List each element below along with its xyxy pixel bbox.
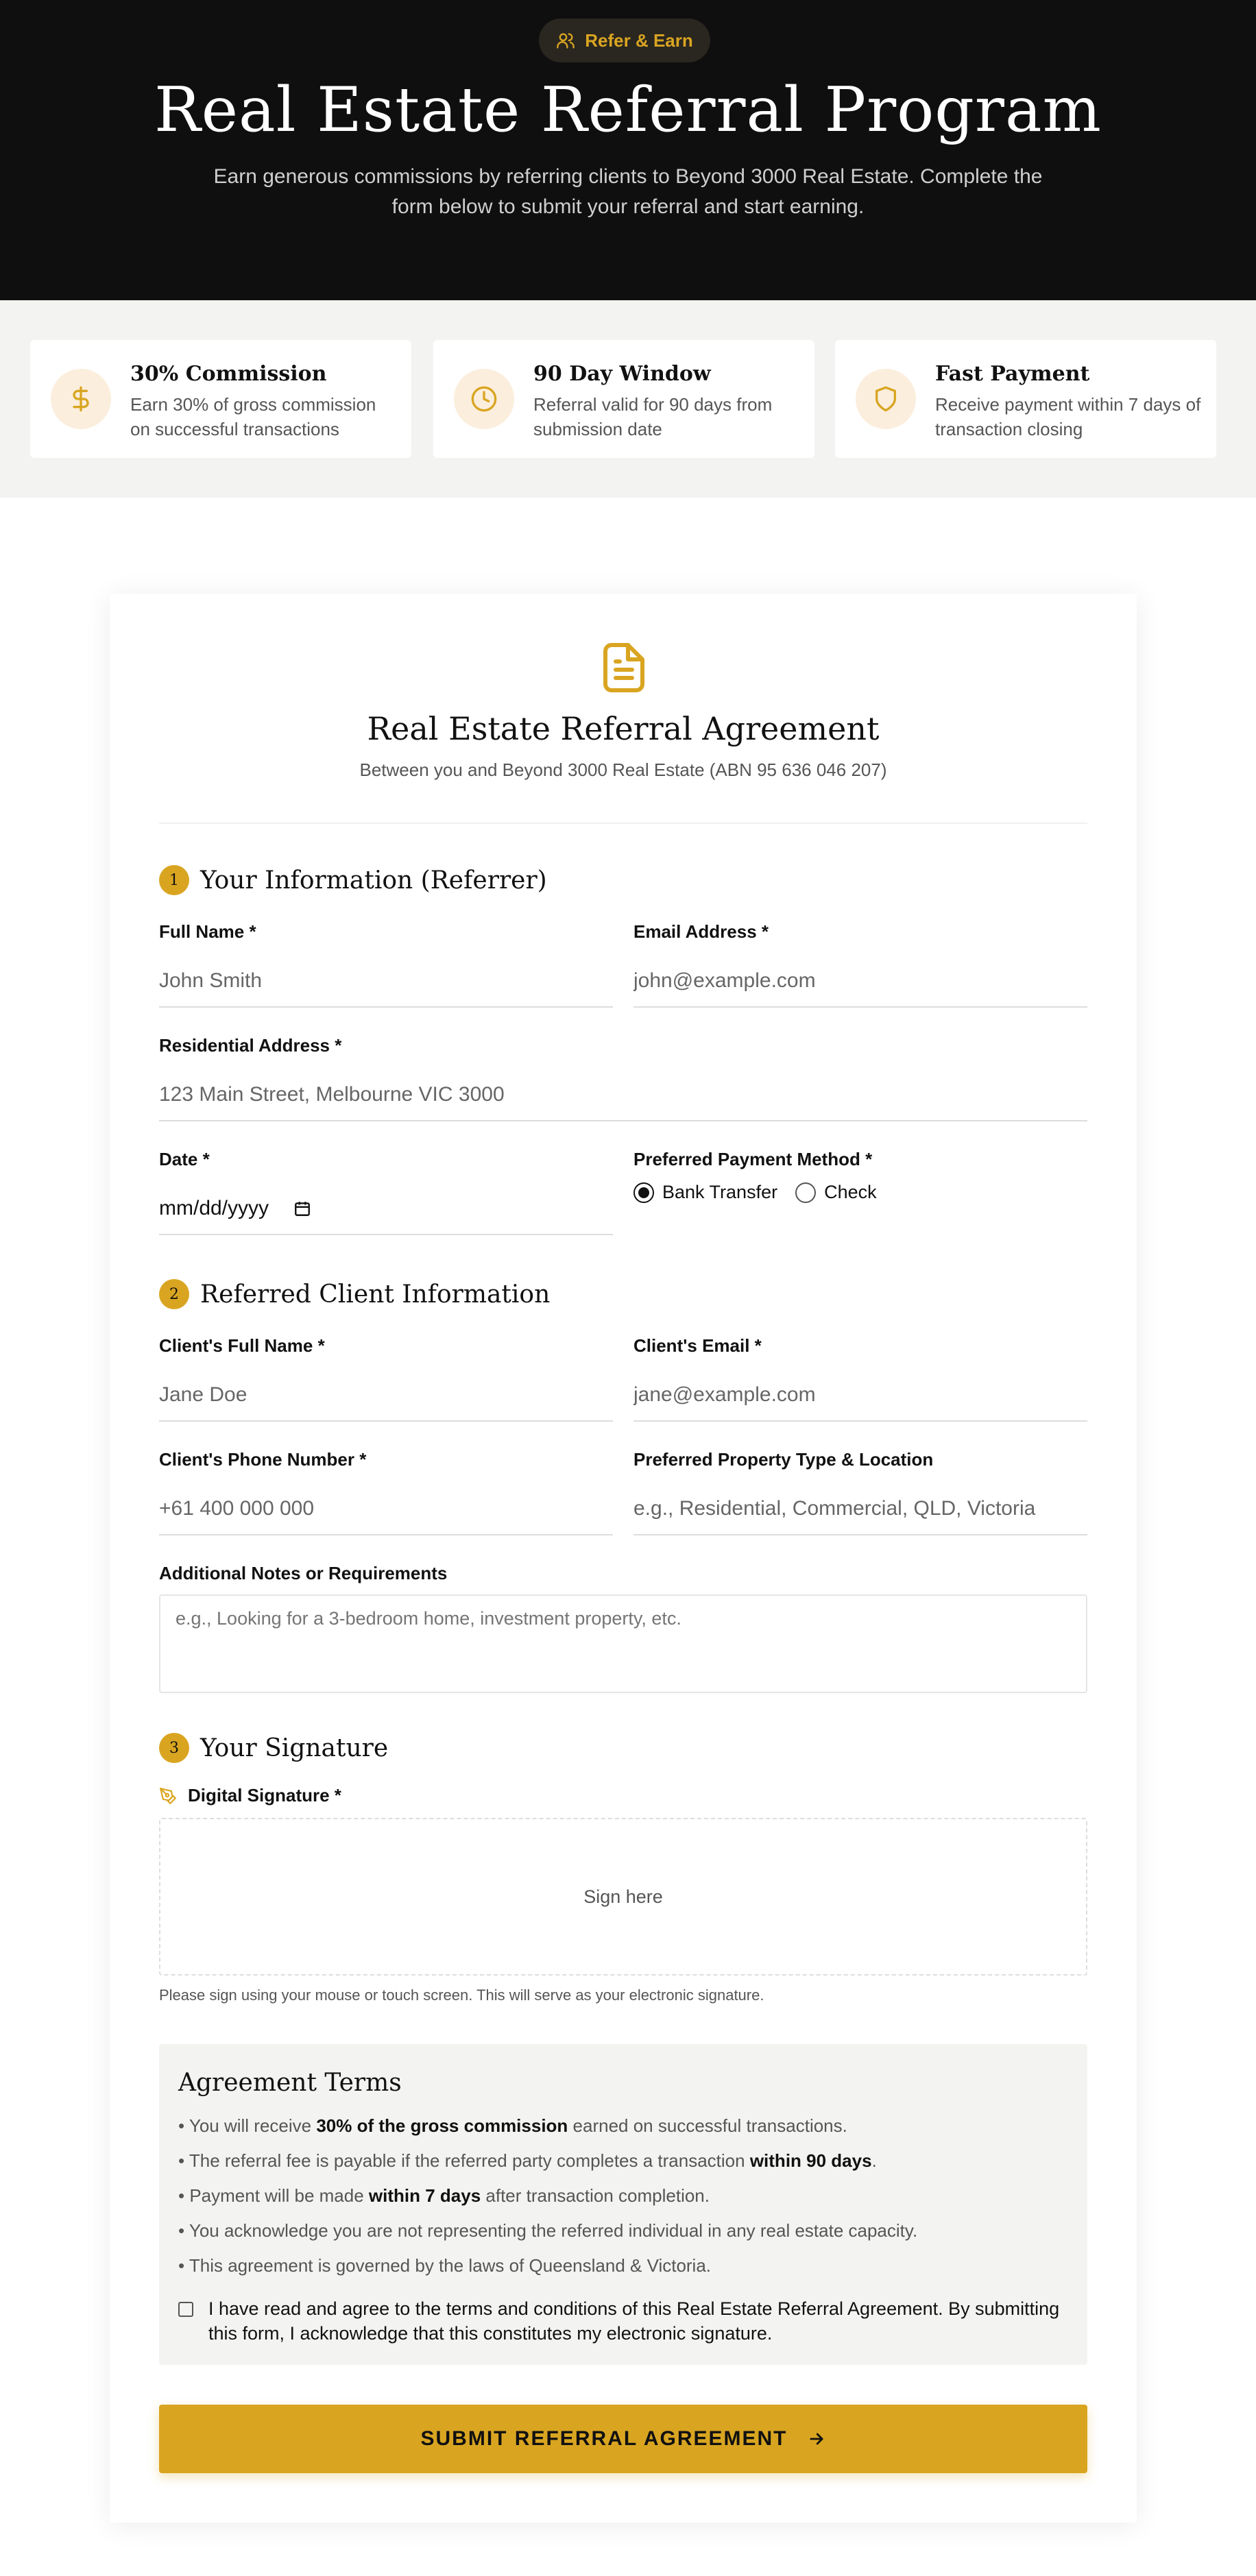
section-number: 1 [159, 865, 189, 895]
feature-desc: Referral valid for 90 days from submission date [533, 394, 773, 439]
feature-title: 90 Day Window [533, 362, 711, 386]
term-text: . [871, 2150, 877, 2171]
address-label: Residential Address * [159, 1035, 342, 1056]
agree-text: I have read and agree to the terms and conditions of this Real Estate Referral Agreement. By submitting this form, I acknowledge that this constitutes my electronic signature. [208, 2298, 1060, 2344]
feature-desc: Receive payment within 7 days of transaction closing [935, 394, 1201, 439]
property-type-label: Preferred Property Type & Location [633, 1449, 934, 1470]
clock-icon [470, 385, 498, 413]
form-subtitle: Between you and Beyond 3000 Real Estate (ABN 95 636 046 207) [359, 760, 887, 780]
divider [159, 823, 1087, 824]
agree-checkbox[interactable] [178, 2302, 193, 2317]
section-number: 2 [159, 1279, 189, 1309]
feature-desc: Earn 30% of gross commission on successful transactions [130, 394, 376, 439]
terms-title: Agreement Terms [178, 2069, 402, 2097]
radio-label: Check [824, 1182, 877, 1202]
client-phone-label: Client's Phone Number * [159, 1449, 367, 1470]
sign-here-text: Sign here [583, 1886, 663, 1907]
payment-method-label: Preferred Payment Method * [633, 1149, 873, 1169]
full-name-input[interactable] [159, 956, 613, 1008]
arrow-right-icon [807, 2429, 826, 2449]
term-bold: within 90 days [749, 2150, 872, 2171]
signature-hint: Please sign using your mouse or touch screen. This will serve as your electronic signature. [159, 1986, 764, 2004]
notes-label: Additional Notes or Requirements [159, 1563, 448, 1583]
list-item: • You will receive 30% of the gross commission earned on successful transactions. [178, 2115, 847, 2136]
list-item: • You acknowledge you are not representing the referred individual in any real estate capacity. [178, 2220, 918, 2241]
date-format: mm/dd/yyyy [159, 1197, 269, 1219]
email-input[interactable] [633, 956, 1087, 1008]
signature-pad[interactable] [159, 1818, 1087, 1976]
page-subtitle: Earn generous commissions by referring clients to Beyond 3000 Real Estate. Complete the form below to submit your referral and start earning. [213, 165, 1043, 218]
term-bold: 30% of the gross commission [316, 2115, 568, 2136]
form-title: Real Estate Referral Agreement [367, 710, 880, 747]
section-title: Referred Client Information [200, 1280, 551, 1309]
agree-terms-row[interactable] [178, 2296, 1070, 2346]
terms-list [178, 2114, 917, 2289]
list-item: • The referral fee is payable if the referred party completes a transaction within 90 days. [178, 2150, 877, 2171]
address-input[interactable] [159, 1069, 1087, 1121]
client-email-label: Client's Email * [633, 1335, 762, 1356]
payment-option-bank-transfer[interactable] [633, 1182, 777, 1203]
payment-option-check[interactable] [795, 1182, 877, 1203]
pen-icon [159, 1787, 177, 1805]
features-strip [0, 300, 1256, 498]
section-title: Your Information (Referrer) [200, 866, 547, 895]
section-referrer-heading [159, 865, 547, 895]
term-text: Payment will be made [189, 2185, 369, 2206]
feature-title: 30% Commission [130, 362, 327, 386]
referral-form-card [110, 594, 1137, 2523]
notes-textarea[interactable] [159, 1594, 1087, 1693]
property-type-input[interactable] [633, 1483, 1087, 1535]
shield-icon [872, 385, 899, 413]
radio-label: Bank Transfer [662, 1182, 778, 1202]
section-title: Your Signature [200, 1734, 389, 1762]
feature-card-commission [30, 340, 411, 458]
full-name-label: Full Name * [159, 921, 256, 942]
section-signature-heading [159, 1733, 388, 1763]
term-text: This agreement is governed by the laws of Queensland & Victoria. [189, 2255, 712, 2276]
term-text: after transaction completion. [481, 2185, 710, 2206]
feature-card-payment [835, 340, 1216, 458]
signature-label-row [159, 1785, 341, 1806]
radio-button[interactable] [795, 1182, 816, 1203]
page-title: Real Estate Referral Program [154, 74, 1102, 146]
feature-card-window [433, 340, 814, 458]
term-text: You will receive [189, 2115, 317, 2136]
refer-earn-badge [539, 19, 710, 62]
payment-method-group [633, 1182, 877, 1203]
date-input[interactable] [159, 1183, 613, 1235]
section-client-heading [159, 1279, 550, 1309]
client-name-label: Client's Full Name * [159, 1335, 325, 1356]
agreement-terms-box [159, 2044, 1087, 2365]
client-name-input[interactable] [159, 1370, 613, 1422]
term-bold: within 7 days [368, 2185, 481, 2206]
document-icon [603, 643, 644, 692]
radio-button[interactable] [633, 1182, 654, 1203]
client-phone-input[interactable] [159, 1483, 613, 1535]
signature-label: Digital Signature * [188, 1785, 341, 1806]
term-text: earned on successful transactions. [568, 2115, 847, 2136]
badge-label: Refer & Earn [585, 29, 693, 51]
submit-label: SUBMIT REFERRAL AGREEMENT [420, 2427, 788, 2450]
calendar-icon[interactable] [293, 1200, 311, 1217]
date-label: Date * [159, 1149, 210, 1169]
feature-title: Fast Payment [935, 362, 1090, 386]
client-email-input[interactable] [633, 1370, 1087, 1422]
list-item: • This agreement is governed by the laws of Queensland & Victoria. [178, 2255, 712, 2276]
email-label: Email Address * [633, 921, 769, 942]
list-item: • Payment will be made within 7 days after transaction completion. [178, 2185, 710, 2206]
dollar-icon [67, 385, 95, 413]
hero-banner [0, 0, 1256, 300]
term-text: The referral fee is payable if the referred party completes a transaction [189, 2150, 750, 2171]
users-icon [556, 31, 575, 50]
submit-referral-button[interactable] [159, 2405, 1087, 2473]
term-text: You acknowledge you are not representing the referred individual in any real estate capacity. [189, 2220, 918, 2241]
section-number: 3 [159, 1733, 189, 1763]
